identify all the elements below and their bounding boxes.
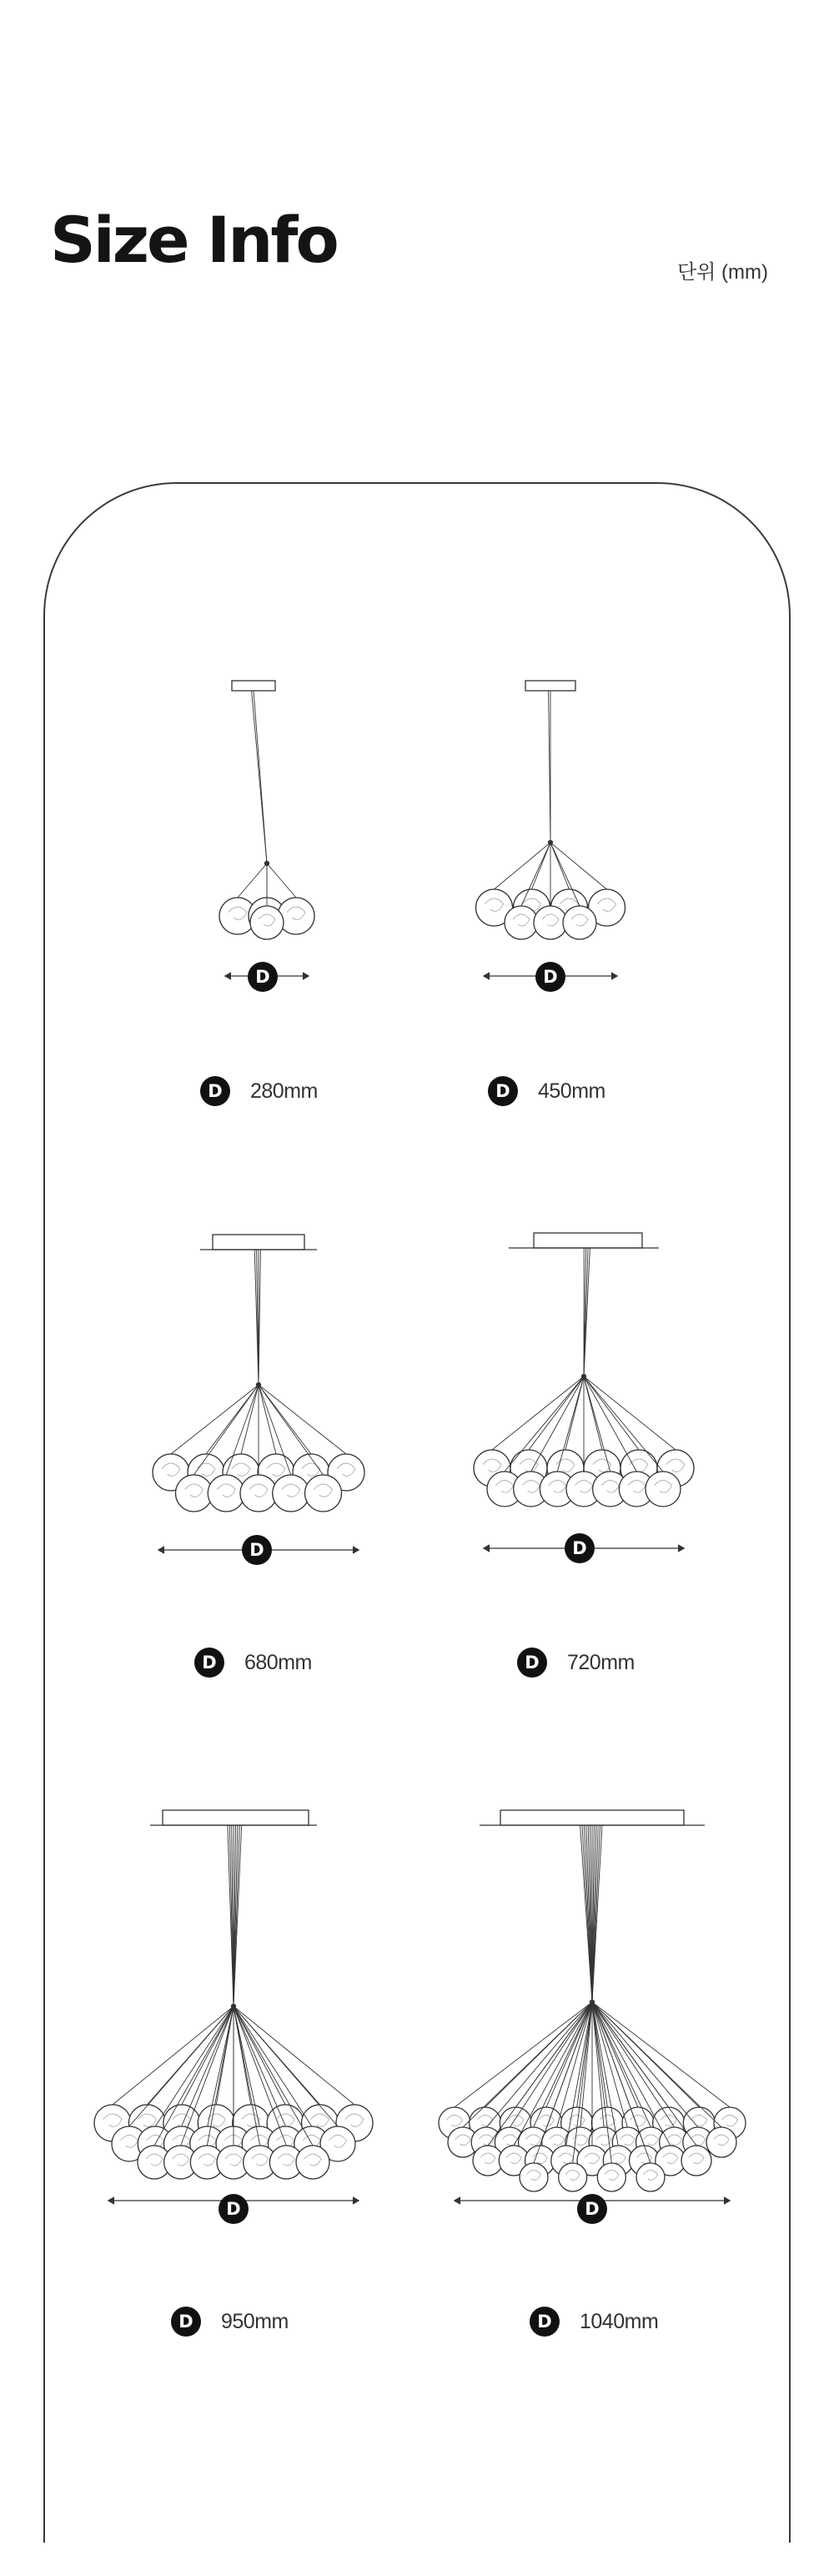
canopy xyxy=(525,681,575,691)
lamp-drawing-5 xyxy=(92,1794,375,2227)
size-badge-3: D xyxy=(194,1648,224,1678)
globe xyxy=(473,2146,503,2176)
globe xyxy=(176,1475,213,1512)
canopy xyxy=(500,1810,684,1825)
dimension-badge-3: D xyxy=(242,1535,272,1565)
size-badge-1: D xyxy=(200,1076,230,1106)
globe xyxy=(597,2163,626,2191)
size-value-4: 720mm xyxy=(567,1651,635,1674)
canopy xyxy=(232,681,275,691)
size-value-6: 1040mm xyxy=(580,2310,659,2333)
size-badge-2: D xyxy=(488,1076,518,1106)
globe xyxy=(636,2163,665,2191)
globe xyxy=(296,2146,329,2179)
lamp-drawing-6 xyxy=(438,1794,746,2227)
dimension-badge-4: D xyxy=(565,1533,595,1563)
globe xyxy=(646,1472,681,1507)
canopy xyxy=(163,1810,309,1825)
size-value-5: 950mm xyxy=(221,2310,289,2333)
globe xyxy=(681,2146,711,2176)
globe xyxy=(305,1475,342,1512)
canopy xyxy=(213,1235,304,1250)
size-value-2: 450mm xyxy=(538,1079,605,1103)
globe xyxy=(273,1475,309,1512)
globe xyxy=(250,906,284,939)
globe xyxy=(706,2127,736,2157)
page-title: Size Info xyxy=(50,203,337,277)
lamp-drawing-3 xyxy=(142,1218,375,1568)
globe xyxy=(505,906,538,939)
lamp-drawing-4 xyxy=(467,1218,701,1568)
lamp-drawing-1 xyxy=(175,676,359,993)
unit-label: 단위 (mm) xyxy=(677,261,769,284)
globe xyxy=(559,2163,587,2191)
dimension-badge-5: D xyxy=(219,2194,249,2224)
globe xyxy=(240,1475,277,1512)
dimension-badge-2: D xyxy=(535,962,565,992)
size-value-1: 280mm xyxy=(250,1079,318,1103)
globe xyxy=(208,1475,244,1512)
canopy xyxy=(534,1233,642,1248)
lamp-drawing-2 xyxy=(459,676,642,993)
globe xyxy=(520,2163,548,2191)
globe xyxy=(563,906,596,939)
dimension-badge-1: D xyxy=(248,962,278,992)
size-badge-6: D xyxy=(530,2307,560,2337)
size-badge-5: D xyxy=(171,2307,201,2337)
size-badge-4: D xyxy=(517,1648,547,1678)
dimension-badge-6: D xyxy=(577,2194,607,2224)
globe xyxy=(278,898,314,934)
globe xyxy=(534,906,567,939)
size-value-3: 680mm xyxy=(244,1651,312,1674)
